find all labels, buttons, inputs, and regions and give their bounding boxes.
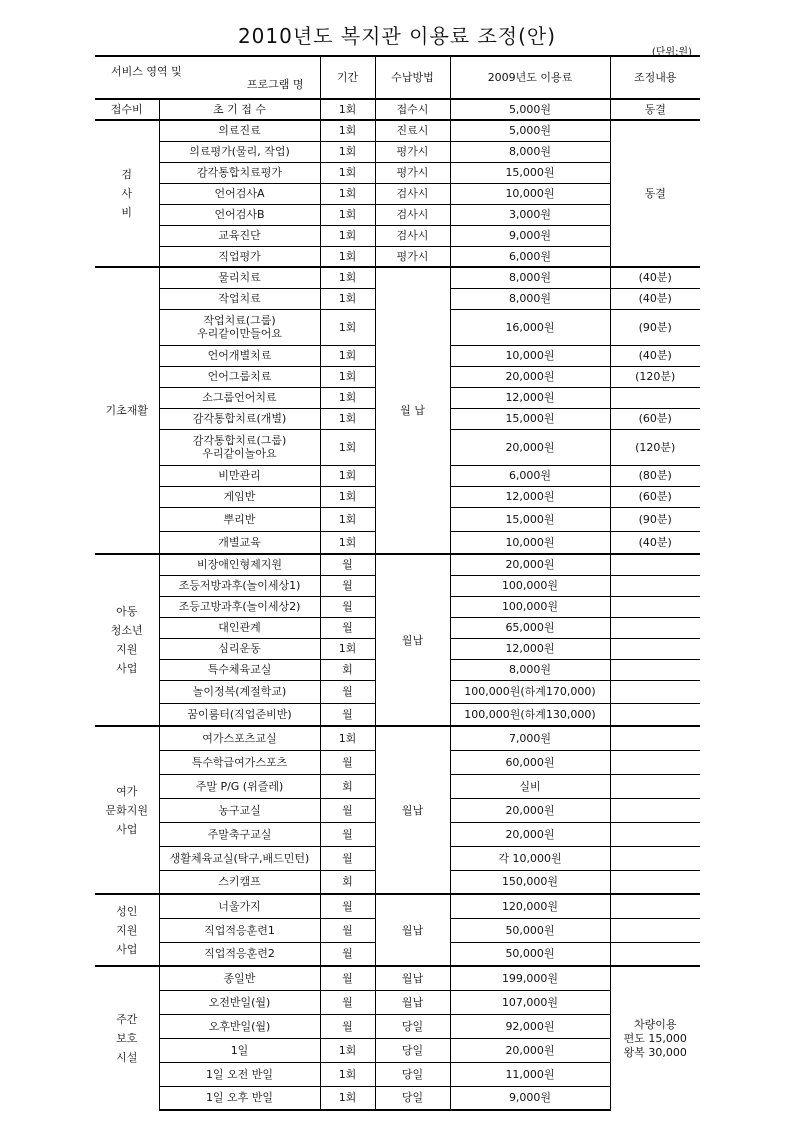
period: 월 (320, 942, 375, 966)
program-name: 작업치료(그룹) 우리같이만들어요 (159, 309, 320, 345)
payment-method: 검사시 (375, 225, 450, 246)
fee-2009: 20,000원 (450, 429, 610, 465)
program-name: 감각통합치료(개별) (159, 408, 320, 429)
program-name: 언어검사B (159, 204, 320, 225)
fee-2009: 60,000원 (450, 750, 610, 774)
adjustment-note (610, 798, 700, 822)
section-name: 아동 청소년 지원 사업 (95, 554, 159, 726)
section-name: 성인 지원 사업 (95, 894, 159, 966)
adjustment-note (610, 575, 700, 596)
document-title: 2010년도 복지관 이용료 조정(안) (237, 24, 557, 48)
period: 회 (320, 870, 375, 894)
table-row (95, 1086, 700, 1110)
period: 월 (320, 596, 375, 617)
payment-method: 월납 (375, 894, 450, 966)
program-name: 조등저방과후(놀이세상1) (159, 575, 320, 596)
period: 1회 (320, 246, 375, 267)
adjustment-note: (120분) (610, 429, 700, 465)
fee-2009: 20,000원 (450, 554, 610, 575)
fee-2009: 16,000원 (450, 309, 610, 345)
adjustment-note (610, 918, 700, 942)
table-body (95, 99, 700, 1110)
period: 월 (320, 617, 375, 638)
payment-method: 평가시 (375, 162, 450, 183)
adjustment-note: (40분) (610, 267, 700, 288)
period: 월 (320, 1014, 375, 1038)
fee-2009: 150,000원 (450, 870, 610, 894)
fee-2009: 8,000원 (450, 659, 610, 680)
program-name: 심리운동 (159, 638, 320, 659)
table-header (95, 56, 700, 99)
fee-2009: 20,000원 (450, 1038, 610, 1062)
table-row (95, 726, 700, 750)
period: 1회 (320, 288, 375, 309)
period: 1회 (320, 345, 375, 366)
program-name: 종일반 (159, 966, 320, 990)
adjustment-note (610, 703, 700, 726)
period: 1회 (320, 1038, 375, 1062)
period: 1회 (320, 120, 375, 141)
adjustment-note (610, 894, 700, 918)
program-name: 개별교육 (159, 531, 320, 554)
payment-method: 당일 (375, 1062, 450, 1086)
period: 1회 (320, 387, 375, 408)
fee-2009: 10,000원 (450, 345, 610, 366)
period: 회 (320, 659, 375, 680)
period: 1회 (320, 162, 375, 183)
adjustment-note (610, 726, 700, 750)
fee-2009: 92,000원 (450, 1014, 610, 1038)
program-name: 직업적응훈련1 (159, 918, 320, 942)
adjustment-note: 동결 (610, 120, 700, 267)
payment-method: 당일 (375, 1038, 450, 1062)
fee-2009: 3,000원 (450, 204, 610, 225)
fee-2009: 50,000원 (450, 918, 610, 942)
table-row (95, 225, 700, 246)
table-row (95, 141, 700, 162)
fee-2009: 5,000원 (450, 99, 610, 120)
adjustment-note (610, 387, 700, 408)
program-name: 1일 오후 반일 (159, 1086, 320, 1110)
table-row (95, 1014, 700, 1038)
table-row (95, 183, 700, 204)
table-row (95, 267, 700, 288)
fee-2009: 65,000원 (450, 617, 610, 638)
fee-2009: 각 10,000원 (450, 846, 610, 870)
program-name: 직업적응훈련2 (159, 942, 320, 966)
fee-2009: 8,000원 (450, 267, 610, 288)
program-name: 소그룹언어치료 (159, 387, 320, 408)
adjustment-note (610, 774, 700, 798)
fee-2009: 8,000원 (450, 141, 610, 162)
fee-2009: 11,000원 (450, 1062, 610, 1086)
adjustment-note (610, 638, 700, 659)
payment-method: 평가시 (375, 141, 450, 162)
fee-2009: 6,000원 (450, 246, 610, 267)
period: 회 (320, 774, 375, 798)
section-name: 기초재활 (95, 267, 159, 554)
period: 1회 (320, 531, 375, 554)
program-name: 의료평가(물리, 작업) (159, 141, 320, 162)
fee-2009: 12,000원 (450, 638, 610, 659)
payment-method: 진료시 (375, 120, 450, 141)
payment-method: 검사시 (375, 204, 450, 225)
period: 월 (320, 554, 375, 575)
adjustment-note (610, 617, 700, 638)
period: 1회 (320, 225, 375, 246)
payment-method: 당일 (375, 1086, 450, 1110)
fee-2009: 100,000원 (450, 575, 610, 596)
adjustment-note: (40분) (610, 345, 700, 366)
table-row (95, 162, 700, 183)
table-row (95, 966, 700, 990)
fee-2009: 9,000원 (450, 1086, 610, 1110)
period: 1회 (320, 429, 375, 465)
period: 월 (320, 680, 375, 703)
fee-table (95, 55, 700, 1111)
period: 1회 (320, 366, 375, 387)
program-name: 1일 오전 반일 (159, 1062, 320, 1086)
payment-method: 월납 (375, 554, 450, 726)
table-row (95, 246, 700, 267)
table-row (95, 204, 700, 225)
adjustment-note: (60분) (610, 486, 700, 507)
period: 1회 (320, 1086, 375, 1110)
section-name: 접수비 (95, 99, 159, 120)
program-name: 주말축구교실 (159, 822, 320, 846)
period: 1회 (320, 486, 375, 507)
fee-2009: 15,000원 (450, 408, 610, 429)
period: 1회 (320, 141, 375, 162)
fee-2009: 9,000원 (450, 225, 610, 246)
payment-method: 평가시 (375, 246, 450, 267)
fee-2009: 12,000원 (450, 387, 610, 408)
adjustment-note (610, 822, 700, 846)
adjustment-note (610, 750, 700, 774)
payment-method: 검사시 (375, 183, 450, 204)
program-name: 오전반일(월) (159, 990, 320, 1014)
program-name: 교육진단 (159, 225, 320, 246)
period: 1회 (320, 204, 375, 225)
fee-2009: 100,000원(하계130,000) (450, 703, 610, 726)
payment-method: 월납 (375, 966, 450, 990)
fee-2009: 10,000원 (450, 183, 610, 204)
adjustment-note: 차량이용 편도 15,000 왕복 30,000 (610, 966, 700, 1110)
period: 1회 (320, 183, 375, 204)
program-name: 작업치료 (159, 288, 320, 309)
fee-2009: 8,000원 (450, 288, 610, 309)
period: 1회 (320, 726, 375, 750)
period: 월 (320, 822, 375, 846)
fee-2009: 20,000원 (450, 822, 610, 846)
fee-2009: 100,000원 (450, 596, 610, 617)
period: 1회 (320, 408, 375, 429)
fee-2009: 5,000원 (450, 120, 610, 141)
adjustment-note (610, 659, 700, 680)
fee-2009: 15,000원 (450, 162, 610, 183)
adjustment-note (610, 846, 700, 870)
adjustment-note: 동결 (610, 99, 700, 120)
program-name: 너울가지 (159, 894, 320, 918)
header-service-area-line1: 서비스 영역 및 (111, 64, 182, 78)
table-row (95, 990, 700, 1014)
period: 1회 (320, 638, 375, 659)
period: 월 (320, 750, 375, 774)
adjustment-note (610, 942, 700, 966)
payment-method: 월납 (375, 990, 450, 1014)
program-name: 생활체육교실(탁구,배드민턴) (159, 846, 320, 870)
program-name: 특수체육교실 (159, 659, 320, 680)
adjustment-note: (40분) (610, 531, 700, 554)
program-name: 놀이정복(계절학교) (159, 680, 320, 703)
adjustment-note: (90분) (610, 309, 700, 345)
fee-2009: 199,000원 (450, 966, 610, 990)
table-row (95, 1062, 700, 1086)
period: 월 (320, 575, 375, 596)
adjustment-note: (60분) (610, 408, 700, 429)
program-name: 농구교실 (159, 798, 320, 822)
section-name: 여가 문화지원 사업 (95, 726, 159, 894)
fee-2009: 120,000원 (450, 894, 610, 918)
adjustment-note (610, 596, 700, 617)
program-name: 물리치료 (159, 267, 320, 288)
fee-2009: 20,000원 (450, 366, 610, 387)
header-payment-method: 수납방법 (375, 56, 450, 99)
period: 1회 (320, 507, 375, 531)
program-name: 언어검사A (159, 183, 320, 204)
program-name: 대인관계 (159, 617, 320, 638)
adjustment-note (610, 554, 700, 575)
program-name: 1일 (159, 1038, 320, 1062)
header-period: 기간 (320, 56, 375, 99)
table-row (95, 1038, 700, 1062)
fee-2009: 50,000원 (450, 942, 610, 966)
program-name: 게임반 (159, 486, 320, 507)
fee-2009: 20,000원 (450, 798, 610, 822)
header-service-area (95, 56, 320, 99)
period: 1회 (320, 99, 375, 120)
period: 1회 (320, 309, 375, 345)
program-name: 언어개별치료 (159, 345, 320, 366)
adjustment-note: (120분) (610, 366, 700, 387)
section-name: 검 사 비 (95, 120, 159, 267)
program-name: 직업평가 (159, 246, 320, 267)
program-name: 비만관리 (159, 465, 320, 486)
period: 월 (320, 894, 375, 918)
payment-method: 당일 (375, 1014, 450, 1038)
program-name: 조등고방과후(놀이세상2) (159, 596, 320, 617)
table-row (95, 894, 700, 918)
fee-2009: 100,000원(하계170,000) (450, 680, 610, 703)
fee-2009: 107,000원 (450, 990, 610, 1014)
table-row (95, 554, 700, 575)
fee-2009: 6,000원 (450, 465, 610, 486)
program-name: 꿈이룸터(직업준비반) (159, 703, 320, 726)
section-name: 주간 보호 시설 (95, 966, 159, 1110)
program-name: 의료진료 (159, 120, 320, 141)
payment-method: 월납 (375, 726, 450, 894)
fee-2009: 12,000원 (450, 486, 610, 507)
program-name: 비장애인형제지원 (159, 554, 320, 575)
period: 1회 (320, 267, 375, 288)
period: 월 (320, 990, 375, 1014)
fee-2009: 실비 (450, 774, 610, 798)
period: 월 (320, 966, 375, 990)
fee-2009: 10,000원 (450, 531, 610, 554)
header-service-area-line2: 프로그램 명 (246, 77, 304, 91)
program-name: 오후반일(월) (159, 1014, 320, 1038)
fee-2009: 15,000원 (450, 507, 610, 531)
table-row (95, 99, 700, 120)
period: 월 (320, 703, 375, 726)
adjustment-note: (40분) (610, 288, 700, 309)
program-name: 주말 P/G (위즐레) (159, 774, 320, 798)
program-name: 특수학급여가스포츠 (159, 750, 320, 774)
period: 월 (320, 918, 375, 942)
adjustment-note: (80분) (610, 465, 700, 486)
program-name: 여가스포츠교실 (159, 726, 320, 750)
adjustment-note (610, 870, 700, 894)
adjustment-note (610, 680, 700, 703)
program-name: 언어그룹치료 (159, 366, 320, 387)
adjustment-note: (90분) (610, 507, 700, 531)
header-fee-2009: 2009년도 이용료 (450, 56, 610, 99)
period: 월 (320, 798, 375, 822)
program-name: 감각통합치료(그룹) 우리같이놀아요 (159, 429, 320, 465)
program-name: 감각통합치료평가 (159, 162, 320, 183)
program-name: 스키캠프 (159, 870, 320, 894)
table-row (95, 120, 700, 141)
period: 월 (320, 846, 375, 870)
payment-method: 월 납 (375, 267, 450, 554)
payment-method: 접수시 (375, 99, 450, 120)
unit-note: (단위:원) (651, 47, 692, 58)
program-name: 뿌리반 (159, 507, 320, 531)
period: 1회 (320, 1062, 375, 1086)
header-adjustment: 조정내용 (610, 56, 700, 99)
fee-2009: 7,000원 (450, 726, 610, 750)
program-name: 초 기 접 수 (159, 99, 320, 120)
period: 1회 (320, 465, 375, 486)
